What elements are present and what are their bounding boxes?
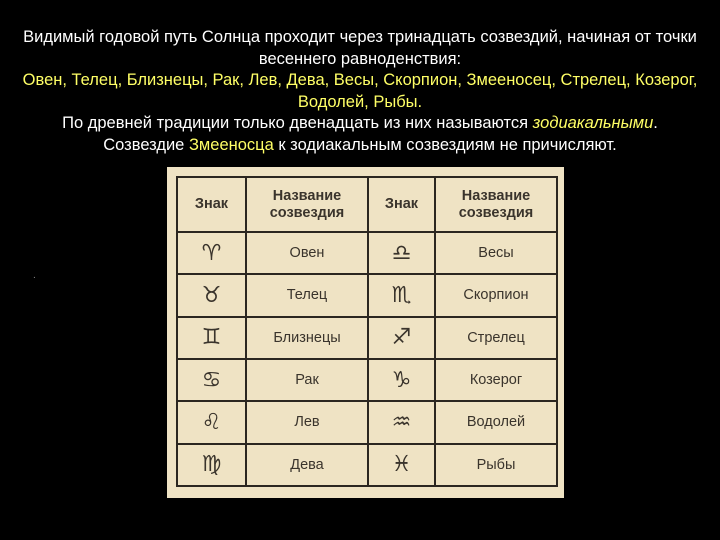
constellation-name: Водолей <box>435 401 557 443</box>
constellation-list: Овен, Телец, Близнецы, Рак, Лев, Дева, Весы, Скорпион, Змееносец, Стрелец, Козерог, Водолей, Рыбы. <box>22 71 698 111</box>
constellation-name: Козерог <box>435 359 557 401</box>
zodiac-sign-icon: ♈ <box>177 232 246 274</box>
zodiac-sign-icon: ♌ <box>177 401 246 443</box>
zodiac-sign-icon: ♊ <box>177 317 246 359</box>
intro-line-4-end: к зодиакальным созвездиям не причисляют. <box>273 135 617 154</box>
table-header-row <box>177 177 557 232</box>
zodiac-sign-icon: ♓ <box>368 444 435 486</box>
header-name-1: Название созвездия <box>246 177 368 232</box>
header-sign-2: Знак <box>368 177 435 232</box>
constellation-name: Овен <box>246 232 368 274</box>
zodiacal-term: зодиакальными <box>532 114 654 132</box>
zodiac-sign-icon: ♑ <box>368 359 435 401</box>
intro-line-4-text: Созвездие <box>103 135 189 154</box>
constellation-name: Весы <box>435 232 557 274</box>
table-row <box>177 317 557 359</box>
constellation-name: Скорпион <box>435 274 557 316</box>
constellation-name: Дева <box>246 444 368 486</box>
table-row <box>177 274 557 316</box>
table-row <box>177 401 557 443</box>
intro-text <box>0 27 720 156</box>
zodiac-table <box>176 176 558 487</box>
constellation-name: Рыбы <box>435 444 557 486</box>
zodiac-sign-icon: ♒ <box>368 401 435 443</box>
constellation-name: Лев <box>246 401 368 443</box>
zodiac-sign-icon: ♏ <box>368 274 435 316</box>
zodiac-sign-icon: ♎ <box>368 232 435 274</box>
ophiuchus-term: Змееносца <box>188 135 274 154</box>
table-body <box>177 232 557 486</box>
constellation-name: Рак <box>246 359 368 401</box>
header-sign-1: Знак <box>177 177 246 232</box>
zodiac-sign-icon: ♐ <box>368 317 435 359</box>
constellation-name: Стрелец <box>435 317 557 359</box>
stray-dot: . <box>33 270 36 281</box>
table-row <box>177 444 557 486</box>
zodiac-sign-icon: ♉ <box>177 274 246 316</box>
intro-line-1: Видимый годовой путь Солнца проходит через тринадцать созвездий, начиная от точки весеннего равноденствия: <box>23 28 697 68</box>
constellation-name: Близнецы <box>246 317 368 359</box>
zodiac-sign-icon: ♋ <box>177 359 246 401</box>
intro-line-4 <box>0 135 720 157</box>
intro-line-3-end: . <box>653 114 658 132</box>
table-row <box>177 232 557 274</box>
constellation-name: Телец <box>246 274 368 316</box>
table-row <box>177 359 557 401</box>
zodiac-sign-icon: ♍ <box>177 444 246 486</box>
intro-line-3-text: По древней традиции только двенадцать из них называются <box>62 114 533 132</box>
intro-line-3 <box>0 113 720 135</box>
header-name-2: Название созвездия <box>435 177 557 232</box>
zodiac-table-panel <box>167 167 564 498</box>
